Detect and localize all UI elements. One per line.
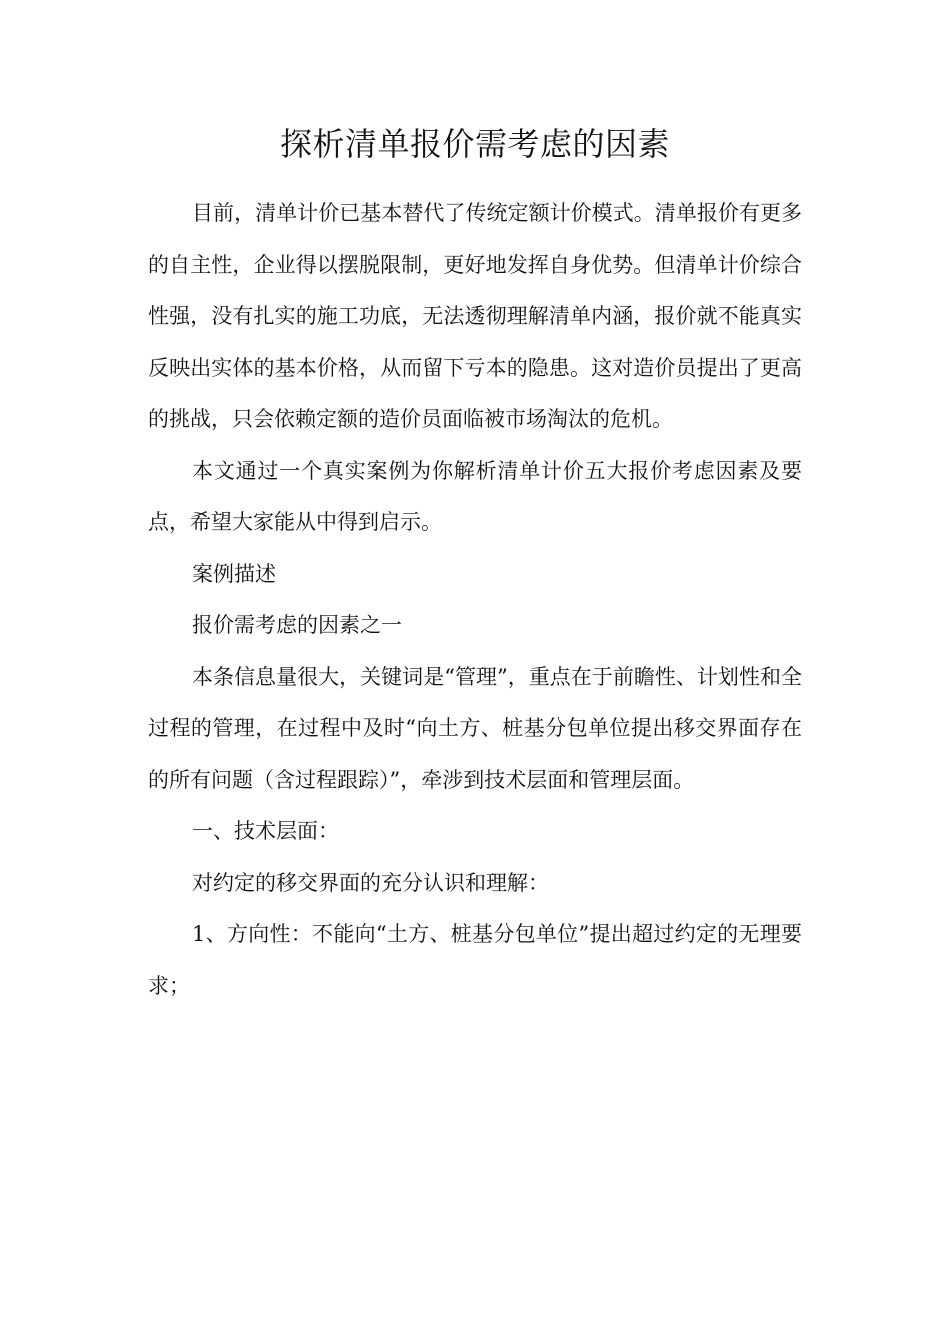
heading-case-description: 案例描述 (192, 561, 276, 586)
paragraph-interface-understanding: 对约定的移交界面的充分认识和理解： (192, 870, 549, 895)
paragraph-purpose: 本文通过一个真实案例为你解析清单计价五大报价考虑因素及要点，希望大家能从中得到启示。 (148, 458, 802, 534)
heading-factor-one: 报价需考虑的因素之一 (192, 613, 402, 637)
paragraph-factor-one: 本条信息量很大，关键词是“管理”，重点在于前瞻性、计划性和全过程的管理，在过程中及时“向土方、桩基分包单位提出移交界面存在的所有问题（含过程跟踪）”，牵涉到技术层面和管理层面。 (148, 664, 802, 792)
paragraph-intro: 目前，清单计价已基本替代了传统定额计价模式。清单报价有更多的自主性，企业得以摆脱限制，更好地发挥自身优势。但清单计价综合性强，没有扎实的施工功底，无法透彻理解清单内涵，报价就不能真实反映出实体的基本价格，从而留下亏本的隐患。这对造价员提出了更高的挑战，只会依赖定额的造价员面临被市场淘汰的危机。 (148, 201, 802, 431)
document-title: 探析清单报价需考虑的因素 (279, 125, 670, 163)
heading-technical-level: 一、技术层面： (192, 819, 339, 843)
paragraph-directionality: 1、方向性：不能向“土方、桩基分包单位”提出超过约定的无理要求； (148, 922, 802, 998)
document-body (148, 188, 802, 1012)
